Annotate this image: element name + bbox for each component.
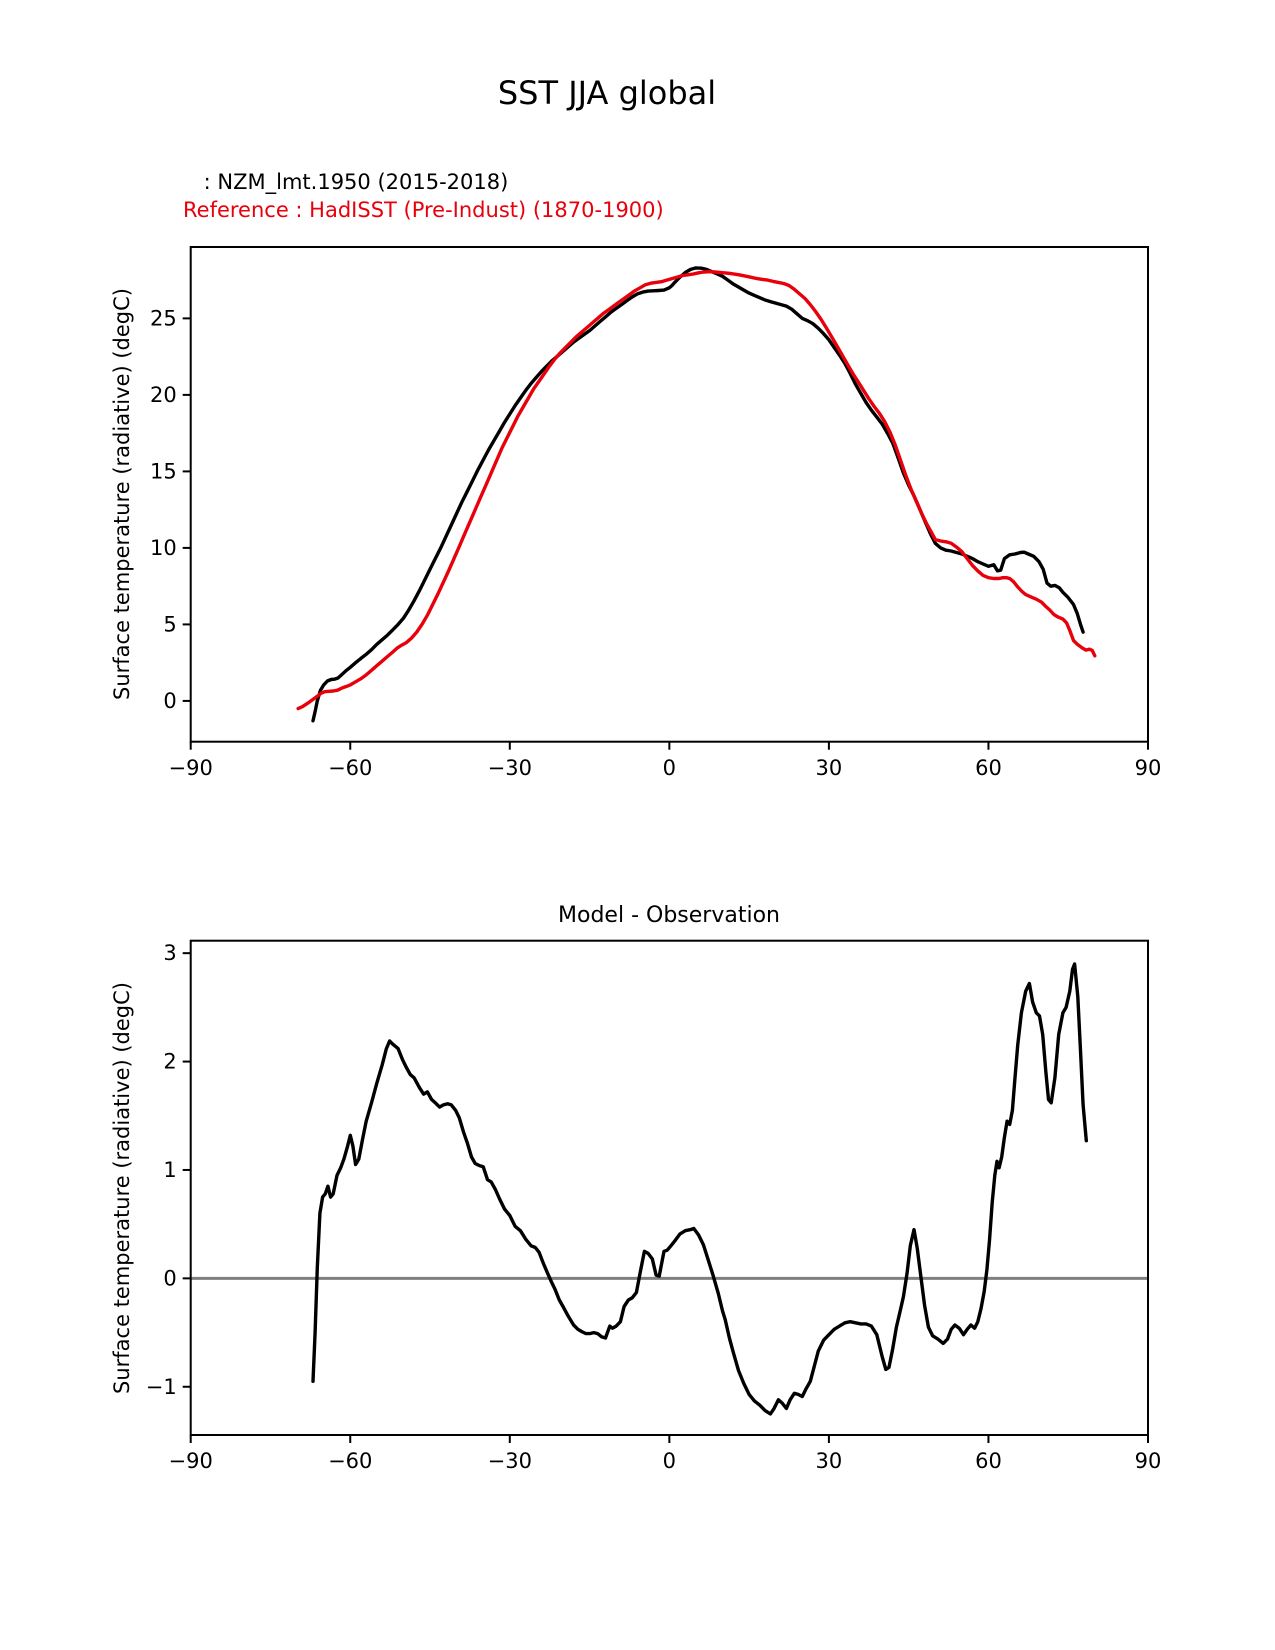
bottom-plot [146,941,1162,1474]
x-tick-label: −30 [487,755,532,780]
top-plot [150,247,1161,780]
x-tick-label: 90 [1134,755,1162,780]
x-tick-label: −60 [328,1449,373,1474]
top-plot-series-0-line [313,268,1083,721]
top-plot-y-axis-label: Surface temperature (radiative) (degC) [110,288,134,700]
x-tick-label: 60 [975,755,1002,780]
x-tick-label: 90 [1134,1449,1162,1474]
figure-title: SST JJA global [497,74,717,112]
y-tick-label: 0 [163,688,177,713]
x-tick-label: 30 [815,1449,843,1474]
y-tick-label: −1 [145,1374,177,1399]
legend-model-label: : NZM_lmt.1950 (2015-2018) [197,170,509,194]
y-tick-label: 15 [149,459,177,484]
bottom-plot-y-axis-label: Surface temperature (radiative) (degC) [110,982,134,1394]
y-tick-label: 10 [149,535,177,560]
x-tick-label: 60 [975,1449,1002,1474]
legend-reference-label: Reference : HadISST (Pre-Indust) (1870-1900) [183,198,664,222]
x-tick-label: 0 [662,755,677,780]
x-tick-label: −90 [168,1449,213,1474]
y-tick-label: 25 [149,306,177,331]
y-tick-label: 2 [163,1049,177,1074]
x-tick-label: 30 [815,755,843,780]
bottom-plot-series-0-line [313,964,1086,1414]
top-plot-frame [191,247,1148,742]
y-tick-label: 3 [163,941,177,966]
x-tick-label: −90 [168,755,213,780]
y-tick-label: 1 [163,1157,177,1182]
y-tick-label: 0 [163,1266,177,1291]
y-tick-label: 5 [163,612,177,637]
x-tick-label: −60 [328,755,373,780]
y-tick-label: 20 [149,382,177,407]
x-tick-label: 0 [662,1449,677,1474]
top-plot-series-1-line [298,272,1095,709]
x-tick-label: −30 [487,1449,532,1474]
bottom-plot-title: Model - Observation [558,903,780,928]
